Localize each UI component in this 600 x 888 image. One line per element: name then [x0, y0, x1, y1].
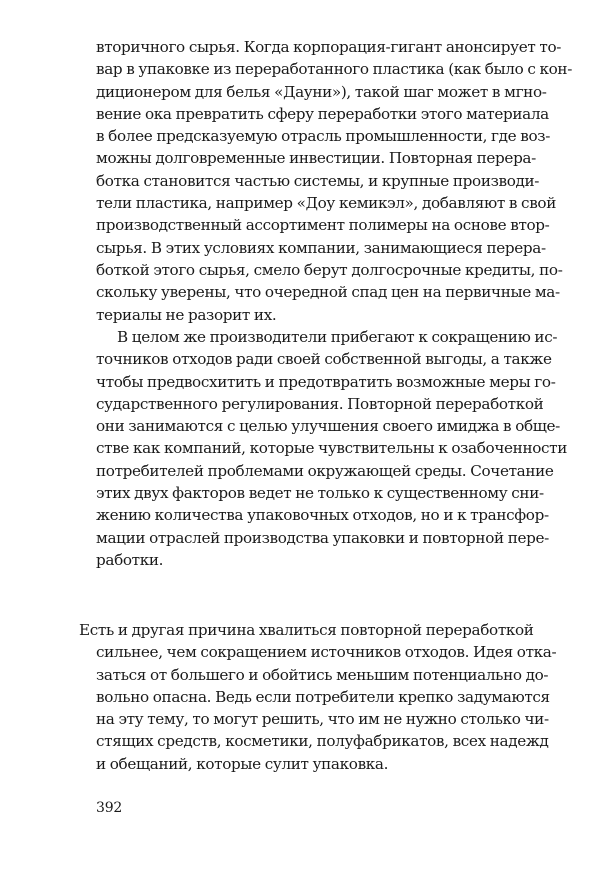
- text-line-first: Есть и другая причина хвалиться повторной переработкой: [79, 621, 534, 639]
- text-line: вторичного сырья. Когда корпорация-гигант анонсирует то-: [96, 38, 562, 56]
- text-line: жению количества упаковочных отходов, но и к трансфор-: [96, 506, 549, 525]
- text-line: стве как компаний, которые чувствительны к озабоченности: [96, 439, 567, 458]
- text-line: и обещаний, которые сулит упаковка.: [96, 754, 389, 773]
- text-line: на эту тему, то могут решить, что им не нужно столько чи-: [96, 710, 549, 729]
- text-line: точников отходов ради своей собственной выгоды, а также: [96, 350, 552, 369]
- text-line: они занимаются с целью улучшения своего имиджа в обще-: [96, 417, 560, 436]
- text-line: сильнее, чем сокращением источников отходов. Идея отка-: [96, 643, 557, 662]
- text-line: боткой этого сырья, смело берут долгосрочные кредиты, по-: [96, 260, 563, 279]
- paragraph-2: [96, 326, 567, 571]
- paragraph-3: [79, 619, 557, 775]
- text-line: вольно опасна. Ведь если потребители крепко задумаются: [96, 687, 550, 706]
- text-line: тели пластика, например «Доу кемикэл», добавляют в свой: [96, 194, 556, 213]
- text-line: работки.: [96, 550, 164, 569]
- text-line: вар в упаковке из переработанного пластика (как было с кон-: [96, 60, 572, 79]
- text-line: мации отраслей производства упаковки и повторной пере-: [96, 528, 549, 547]
- text-line: диционером для белья «Дауни»), такой шаг может в мгно-: [96, 82, 547, 101]
- text-line: сударственного регулирования. Повторной переработкой: [96, 394, 544, 413]
- text-line: сырья. В этих условиях компании, занимающиеся перера-: [96, 238, 546, 257]
- text-line: производственный ассортимент полимеры на основе втор-: [96, 216, 550, 235]
- text-line: потребителей проблемами окружающей среды. Сочетание: [96, 461, 554, 480]
- text-line: териалы не разорит их.: [96, 305, 277, 324]
- text-line: этих двух факторов ведет не только к существенному сни-: [96, 484, 544, 503]
- text-line: чтобы предвосхитить и предотвратить возможные меры го-: [96, 372, 556, 391]
- text-line: ботка становится частью системы, и крупные производи-: [96, 171, 540, 190]
- page-number: 392: [96, 800, 123, 816]
- text-line: заться от большего и обойтись меньшим потенциально до-: [96, 665, 549, 684]
- text-line: вение ока превратить сферу переработки этого материала: [96, 104, 549, 123]
- text-line: можны долговременные инвестиции. Повторная перера-: [96, 149, 536, 168]
- text-line: стящих средств, косметики, полуфабрикатов, всех надежд: [96, 732, 549, 751]
- text-line: в более предсказуемую отрасль промышленности, где воз-: [96, 127, 550, 146]
- text-line: скольку уверены, что очередной спад цен на первичные ма-: [96, 283, 560, 302]
- paragraph-continuation: [96, 36, 572, 326]
- text-line-first: В целом же производители прибегают к сокращению ис-: [117, 328, 558, 346]
